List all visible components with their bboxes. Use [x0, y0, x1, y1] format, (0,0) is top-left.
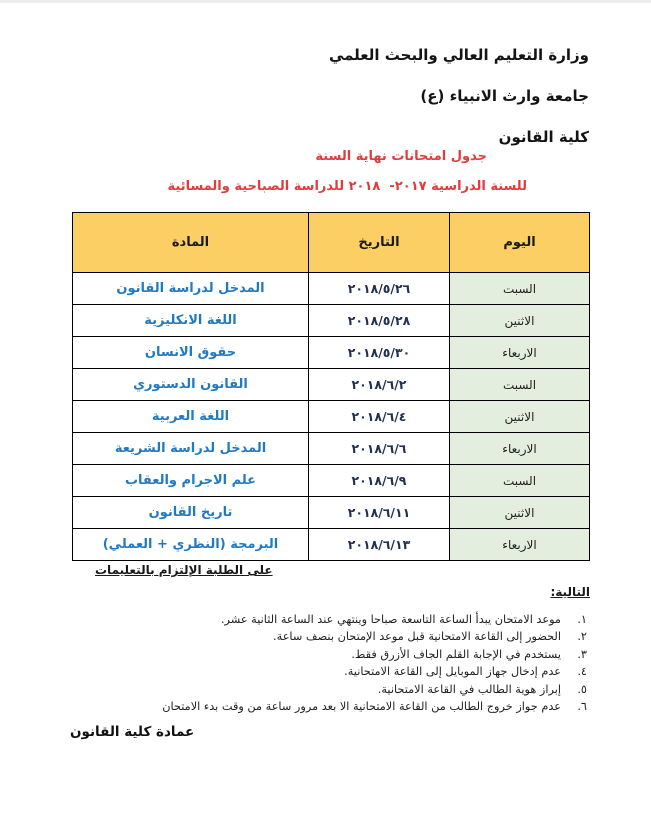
day-cell: الاثنين — [450, 401, 590, 433]
list-item — [72, 698, 587, 715]
table-row — [73, 497, 590, 529]
day-cell: الاربعاء — [450, 529, 590, 561]
column-header-date: التاريخ — [309, 213, 450, 273]
table-row — [73, 401, 590, 433]
date-cell: ٢٠١٨/٦/٢ — [309, 369, 450, 401]
item-text: الحضور إلى القاعة الامتحانية قبل موعد الإمتحان بنصف ساعة. — [273, 630, 561, 644]
subject-cell: تاريخ القانون — [73, 497, 309, 529]
subject-cell: البرمجة (النظري + العملي) — [73, 529, 309, 561]
item-number: ٦. — [577, 700, 587, 714]
item-text: عدم إدخال جهاز الموبايل إلى القاعة الامتحانية. — [344, 665, 561, 679]
item-text: يستخدم في الإجابة القلم الجاف الأزرق فقط. — [351, 647, 561, 661]
item-text: عدم جواز خروج الطالب من القاعة الامتحانية الا بعد مرور ساعة من وقت بدء الامتحان — [162, 700, 561, 714]
table-row — [73, 305, 590, 337]
day-cell: السبت — [450, 273, 590, 305]
subject-cell: اللغة العربية — [73, 401, 309, 433]
item-text: موعد الامتحان يبدأ الساعة التاسعة صباحا وينتهي عند الساعة الثانية عشر. — [220, 613, 561, 626]
date-cell: ٢٠١٨/٥/٢٦ — [309, 273, 450, 305]
item-text: إبراز هوية الطالب في القاعة الامتحانية. — [377, 682, 561, 696]
list-item — [72, 681, 587, 698]
day-cell: الاربعاء — [450, 337, 590, 369]
subject-cell: اللغة الانكليزية — [73, 305, 309, 337]
list-item — [72, 646, 587, 663]
column-header-day: اليوم — [450, 213, 590, 273]
table-row — [73, 433, 590, 465]
table-row — [73, 465, 590, 497]
day-cell: السبت — [450, 465, 590, 497]
item-number: ٥. — [577, 682, 587, 696]
day-cell: الاثنين — [450, 305, 590, 337]
page-top-edge — [0, 0, 651, 3]
date-cell: ٢٠١٨/٦/١١ — [309, 497, 450, 529]
table-header-row — [73, 213, 590, 273]
item-number: ١. — [577, 613, 587, 626]
table-row — [73, 273, 590, 305]
item-number: ٣. — [577, 647, 587, 661]
table-row — [73, 369, 590, 401]
date-cell: ٢٠١٨/٦/٦ — [309, 433, 450, 465]
date-cell: ٢٠١٨/٦/١٣ — [309, 529, 450, 561]
deanship-signature: عمادة كلية القانون — [70, 724, 195, 740]
table-row — [73, 529, 590, 561]
instructions-list — [72, 611, 587, 715]
list-item — [72, 663, 587, 680]
day-cell: الاربعاء — [450, 433, 590, 465]
date-cell: ٢٠١٨/٥/٣٠ — [309, 337, 450, 369]
ministry-title: وزارة التعليم العالي والبحث العلمي — [328, 46, 589, 64]
list-item — [72, 611, 587, 628]
instructions-lead-text: على الطلبة الإلتزام بالتعليمات — [95, 563, 273, 577]
university-title: جامعة وارث الانبياء (ع) — [420, 87, 589, 105]
day-cell: الاثنين — [450, 497, 590, 529]
item-number: ٢. — [577, 630, 587, 644]
subject-cell: علم الاجرام والعقاب — [73, 465, 309, 497]
date-cell: ٢٠١٨/٦/٤ — [309, 401, 450, 433]
academic-year-subtitle: للسنة الدراسية ٢٠١٧- ٢٠١٨ للدراسة الصباحية والمسائية — [167, 179, 527, 194]
day-cell: السبت — [450, 369, 590, 401]
date-cell: ٢٠١٨/٦/٩ — [309, 465, 450, 497]
date-cell: ٢٠١٨/٥/٢٨ — [309, 305, 450, 337]
college-title: كلية القانون — [498, 128, 589, 146]
subject-cell: المدخل لدراسة الشريعة — [73, 433, 309, 465]
exam-schedule-table — [72, 212, 590, 561]
table-row — [73, 337, 590, 369]
subject-cell: حقوق الانسان — [73, 337, 309, 369]
instructions-lead-following: التالية: — [550, 585, 590, 599]
subject-cell: المدخل لدراسة القانون — [73, 273, 309, 305]
column-header-subject: المادة — [73, 213, 309, 273]
subject-cell: القانون الدستوري — [73, 369, 309, 401]
schedule-title: جدول امتحانات نهاية السنة — [315, 149, 487, 164]
list-item — [72, 628, 587, 645]
item-number: ٤. — [577, 665, 587, 679]
